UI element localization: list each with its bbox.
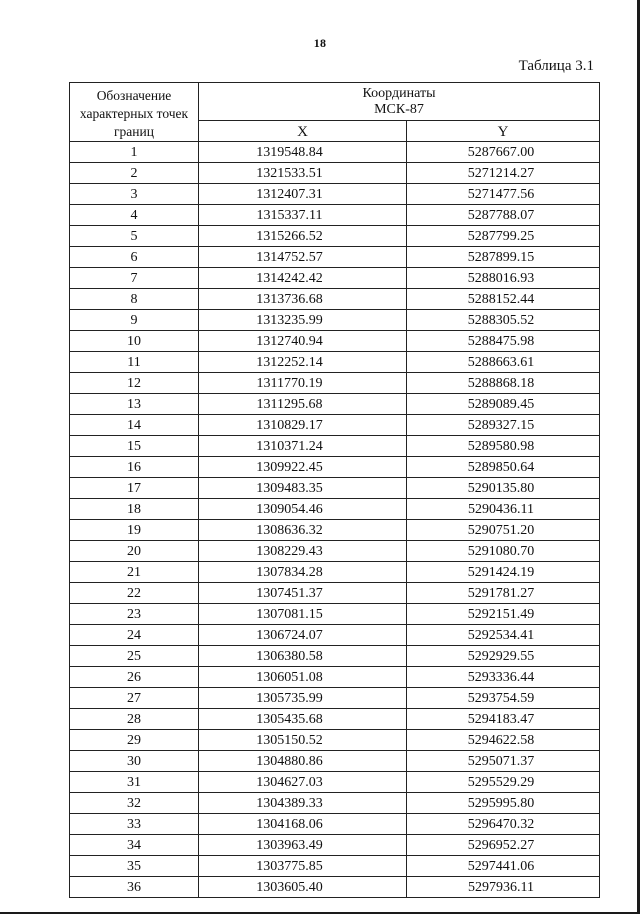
table-row xyxy=(70,877,600,898)
point-number-cell: 14 xyxy=(70,415,199,436)
table-row xyxy=(70,604,600,625)
table-row xyxy=(70,436,600,457)
coordinates-header xyxy=(199,83,600,121)
table-row xyxy=(70,667,600,688)
x-coordinate-cell: 1311295.68 xyxy=(199,394,407,415)
point-number-cell: 17 xyxy=(70,478,199,499)
table-header xyxy=(70,83,600,142)
y-coordinate-cell: 5288868.18 xyxy=(407,373,600,394)
y-coordinate-cell: 5294183.47 xyxy=(407,709,600,730)
point-number-cell: 13 xyxy=(70,394,199,415)
x-coordinate-cell: 1310829.17 xyxy=(199,415,407,436)
y-coordinate-cell: 5296952.27 xyxy=(407,835,600,856)
y-coordinate-cell: 5290436.11 xyxy=(407,499,600,520)
x-coordinate-cell: 1305150.52 xyxy=(199,730,407,751)
point-number-cell: 35 xyxy=(70,856,199,877)
y-coordinate-cell: 5290135.80 xyxy=(407,478,600,499)
y-coordinate-cell: 5292534.41 xyxy=(407,625,600,646)
y-coordinate-cell: 5289327.15 xyxy=(407,415,600,436)
x-coordinate-cell: 1315337.11 xyxy=(199,205,407,226)
point-number-cell: 21 xyxy=(70,562,199,583)
point-number-cell: 4 xyxy=(70,205,199,226)
table-row xyxy=(70,268,600,289)
x-coordinate-cell: 1305735.99 xyxy=(199,688,407,709)
x-coordinate-cell: 1319548.84 xyxy=(199,142,407,163)
point-number-cell: 20 xyxy=(70,541,199,562)
y-coordinate-cell: 5271477.56 xyxy=(407,184,600,205)
table-row xyxy=(70,478,600,499)
y-coordinate-cell: 5295071.37 xyxy=(407,751,600,772)
point-number-cell: 16 xyxy=(70,457,199,478)
table-row xyxy=(70,226,600,247)
x-coordinate-cell: 1307834.28 xyxy=(199,562,407,583)
y-coordinate-cell: 5295995.80 xyxy=(407,793,600,814)
table-row xyxy=(70,352,600,373)
table-row xyxy=(70,520,600,541)
y-coordinate-cell: 5288663.61 xyxy=(407,352,600,373)
y-coordinate-cell: 5293336.44 xyxy=(407,667,600,688)
x-coordinate-cell: 1304880.86 xyxy=(199,751,407,772)
table-row xyxy=(70,247,600,268)
table-header-row-top xyxy=(70,83,600,121)
x-coordinate-cell: 1314752.57 xyxy=(199,247,407,268)
point-number-cell: 34 xyxy=(70,835,199,856)
table-row xyxy=(70,373,600,394)
x-coordinate-cell: 1312407.31 xyxy=(199,184,407,205)
y-coordinate-cell: 5287899.15 xyxy=(407,247,600,268)
page-number: 18 xyxy=(313,36,327,50)
x-coordinate-cell: 1306724.07 xyxy=(199,625,407,646)
point-number-cell: 12 xyxy=(70,373,199,394)
x-coordinate-cell: 1311770.19 xyxy=(199,373,407,394)
y-coordinate-cell: 5297441.06 xyxy=(407,856,600,877)
x-coordinate-cell: 1321533.51 xyxy=(199,163,407,184)
y-axis-header: Y xyxy=(407,121,600,142)
table-body xyxy=(70,142,600,898)
x-coordinate-cell: 1309483.35 xyxy=(199,478,407,499)
point-number-cell: 8 xyxy=(70,289,199,310)
point-number-cell: 2 xyxy=(70,163,199,184)
point-number-cell: 22 xyxy=(70,583,199,604)
table-row xyxy=(70,394,600,415)
coordinate-system-label: МСК-87 xyxy=(374,101,424,117)
x-coordinate-cell: 1304168.06 xyxy=(199,814,407,835)
point-number-cell: 7 xyxy=(70,268,199,289)
table-row xyxy=(70,583,600,604)
x-coordinate-cell: 1304627.03 xyxy=(199,772,407,793)
table-row xyxy=(70,730,600,751)
table-row xyxy=(70,751,600,772)
y-coordinate-cell: 5292929.55 xyxy=(407,646,600,667)
y-coordinate-cell: 5292151.49 xyxy=(407,604,600,625)
table-row xyxy=(70,289,600,310)
y-coordinate-cell: 5291424.19 xyxy=(407,562,600,583)
x-coordinate-cell: 1307451.37 xyxy=(199,583,407,604)
y-coordinate-cell: 5297936.11 xyxy=(407,877,600,898)
x-coordinate-cell: 1315266.52 xyxy=(199,226,407,247)
point-number-cell: 9 xyxy=(70,310,199,331)
y-coordinate-cell: 5287667.00 xyxy=(407,142,600,163)
x-coordinate-cell: 1306051.08 xyxy=(199,667,407,688)
point-number-cell: 32 xyxy=(70,793,199,814)
y-coordinate-cell: 5290751.20 xyxy=(407,520,600,541)
x-coordinate-cell: 1314242.42 xyxy=(199,268,407,289)
x-coordinate-cell: 1309054.46 xyxy=(199,499,407,520)
point-number-cell: 29 xyxy=(70,730,199,751)
y-coordinate-cell: 5291781.27 xyxy=(407,583,600,604)
y-coordinate-cell: 5291080.70 xyxy=(407,541,600,562)
x-coordinate-cell: 1313235.99 xyxy=(199,310,407,331)
table-row xyxy=(70,625,600,646)
point-number-cell: 27 xyxy=(70,688,199,709)
y-coordinate-cell: 5294622.58 xyxy=(407,730,600,751)
table-row xyxy=(70,688,600,709)
y-coordinate-cell: 5289580.98 xyxy=(407,436,600,457)
y-coordinate-cell: 5288016.93 xyxy=(407,268,600,289)
point-number-cell: 18 xyxy=(70,499,199,520)
table-row xyxy=(70,814,600,835)
y-coordinate-cell: 5271214.27 xyxy=(407,163,600,184)
table-row xyxy=(70,184,600,205)
table-row xyxy=(70,562,600,583)
point-number-cell: 24 xyxy=(70,625,199,646)
y-coordinate-cell: 5296470.32 xyxy=(407,814,600,835)
x-coordinate-cell: 1303963.49 xyxy=(199,835,407,856)
table-row xyxy=(70,142,600,163)
point-number-cell: 36 xyxy=(70,877,199,898)
point-number-cell: 19 xyxy=(70,520,199,541)
y-coordinate-cell: 5293754.59 xyxy=(407,688,600,709)
x-coordinate-cell: 1308636.32 xyxy=(199,520,407,541)
table-row xyxy=(70,856,600,877)
x-coordinate-cell: 1307081.15 xyxy=(199,604,407,625)
x-coordinate-cell: 1312740.94 xyxy=(199,331,407,352)
table-row xyxy=(70,163,600,184)
point-number-cell: 15 xyxy=(70,436,199,457)
point-number-cell: 10 xyxy=(70,331,199,352)
table-row xyxy=(70,541,600,562)
x-coordinate-cell: 1310371.24 xyxy=(199,436,407,457)
table-row xyxy=(70,646,600,667)
y-coordinate-cell: 5288475.98 xyxy=(407,331,600,352)
table-row xyxy=(70,457,600,478)
table-row xyxy=(70,205,600,226)
table-row xyxy=(70,772,600,793)
point-number-cell: 28 xyxy=(70,709,199,730)
point-number-cell: 25 xyxy=(70,646,199,667)
y-coordinate-cell: 5289850.64 xyxy=(407,457,600,478)
y-coordinate-cell: 5287788.07 xyxy=(407,205,600,226)
point-number-cell: 26 xyxy=(70,667,199,688)
point-number-cell: 30 xyxy=(70,751,199,772)
x-coordinate-cell: 1304389.33 xyxy=(199,793,407,814)
point-number-cell: 31 xyxy=(70,772,199,793)
y-coordinate-cell: 5287799.25 xyxy=(407,226,600,247)
x-coordinate-cell: 1313736.68 xyxy=(199,289,407,310)
point-number-cell: 6 xyxy=(70,247,199,268)
x-coordinate-cell: 1303775.85 xyxy=(199,856,407,877)
x-coordinate-cell: 1305435.68 xyxy=(199,709,407,730)
y-coordinate-cell: 5288152.44 xyxy=(407,289,600,310)
table-row xyxy=(70,499,600,520)
point-number-cell: 3 xyxy=(70,184,199,205)
coordinates-table xyxy=(69,82,600,898)
point-number-cell: 5 xyxy=(70,226,199,247)
point-number-cell: 33 xyxy=(70,814,199,835)
point-number-cell: 1 xyxy=(70,142,199,163)
table-row xyxy=(70,310,600,331)
point-number-cell: 11 xyxy=(70,352,199,373)
point-number-cell: 23 xyxy=(70,604,199,625)
point-designation-header: Обозначение характерных точек границ xyxy=(70,83,199,142)
x-axis-header: X xyxy=(199,121,407,142)
x-coordinate-cell: 1308229.43 xyxy=(199,541,407,562)
table-row xyxy=(70,415,600,436)
table-row xyxy=(70,793,600,814)
y-coordinate-cell: 5289089.45 xyxy=(407,394,600,415)
table-row xyxy=(70,331,600,352)
table-caption: Таблица 3.1 xyxy=(518,58,594,74)
y-coordinate-cell: 5295529.29 xyxy=(407,772,600,793)
y-coordinate-cell: 5288305.52 xyxy=(407,310,600,331)
table-row xyxy=(70,709,600,730)
x-coordinate-cell: 1306380.58 xyxy=(199,646,407,667)
x-coordinate-cell: 1303605.40 xyxy=(199,877,407,898)
x-coordinate-cell: 1309922.45 xyxy=(199,457,407,478)
table-row xyxy=(70,835,600,856)
coordinates-label: Координаты xyxy=(362,85,436,101)
x-coordinate-cell: 1312252.14 xyxy=(199,352,407,373)
